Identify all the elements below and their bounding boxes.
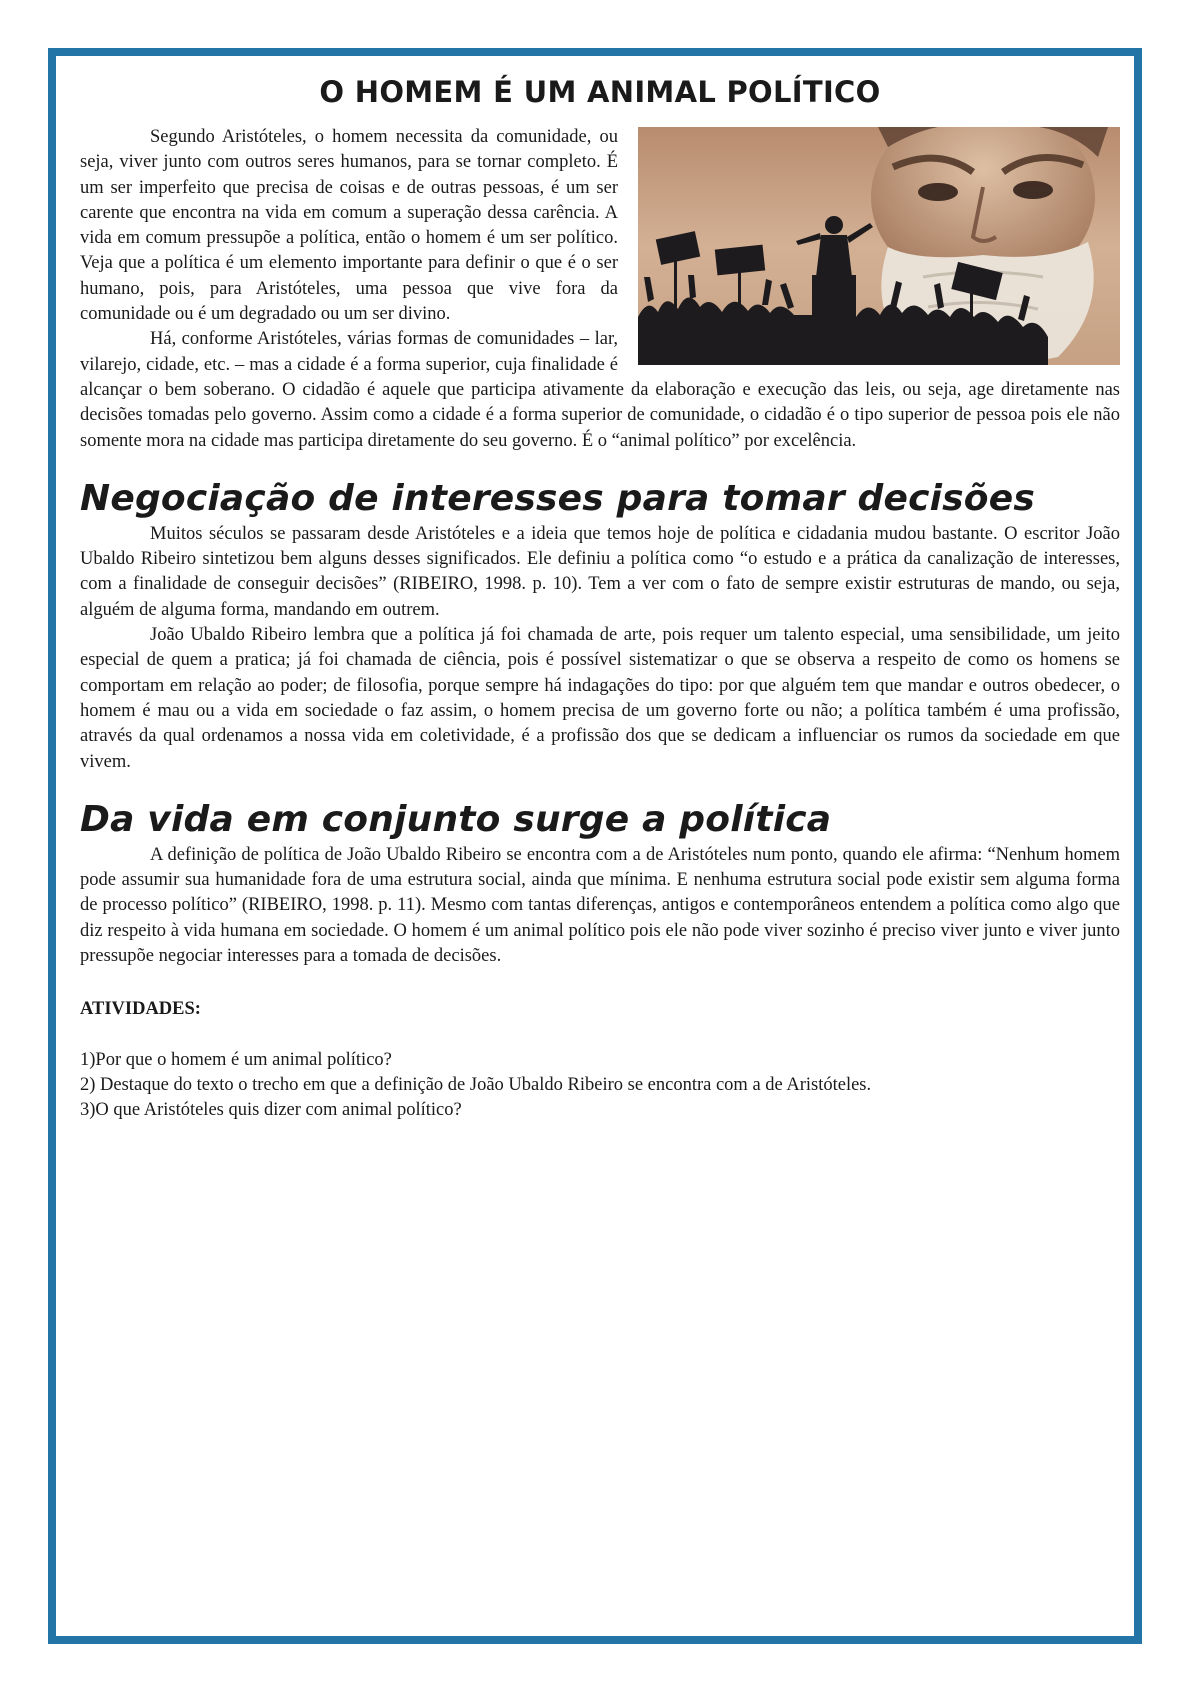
intro-section xyxy=(80,125,1120,454)
page-title: O HOMEM É UM ANIMAL POLÍTICO xyxy=(319,75,881,109)
section1-paragraph-2: João Ubaldo Ribeiro lembra que a política já foi chamada de arte, pois requer um talento especial, uma sensibilidade, um jeito especial de quem a pratica; já foi chamada de ciência, pois é possível sistematizar o que se observa a respeito de como os homens se comportam em relação ao poder; de filosofia, porque sempre há indagações do tipo: por que alguém tem que mandar e outros obedecer, o homem é mau ou a vida em sociedade o faz assim, o homem precisa de um governo forte ou não; a política também é uma profissão, através da qual ordenamos a nossa vida em coletividade, é a profissão dos que se dedicam a influenciar os rumos da sociedade em que vivem. xyxy=(80,625,1120,772)
intro-paragraph-2: Há, conforme Aristóteles, várias formas de comunidades – lar, vilarejo, cidade, etc. – mas a cidade é a forma superior, cuja finalidade é alcançar o bem soberano. O cidadão é aquele que participa ativamente da elaboração e execução das leis, ou seja, age diretamente nas decisões tomadas pelo governo. Assim como a cidade é a forma superior de comunidade, o cidadão é o tipo superior de pessoa pois ele não somente mora na cidade mas participa diretamente do seu governo. É o “animal político” por excelência. xyxy=(80,329,1120,451)
section2-paragraph-1: A definição de política de João Ubaldo Ribeiro se encontra com a de Aristóteles num ponto, quando ele afirma: “Nenhum homem pode assumir sua humanidade fora de uma estrutura social, ainda que mínima. E nenhuma estrutura social pode existir sem alguma forma de processo político” (RIBEIRO, 1998. p. 11). Mesmo com tantas diferenças, antigos e contemporâneos entendem a política como algo que diz respeito à vida humana em sociedade. O homem é um animal político pois ele não pode viver sozinho é preciso viver junto e viver junto pressupõe negociar interesses para a tomada de decisões. xyxy=(80,844,1120,967)
intro-paragraph-1: Segundo Aristóteles, o homem necessita da comunidade, ou seja, viver junto com outros seres humanos, para se tornar completo. É um ser imperfeito que precisa de coisas e de outras pessoas, é um ser carente que encontra na vida em comum a superação dessa carência. A vida em comum pressupõe a política, então o homem é um ser político. Veja que a política é um elemento importante para definir o que é o ser humano, pois, para Aristóteles, uma pessoa que vive fora da comunidade ou é um degradado ou um ser divino. xyxy=(80,127,618,325)
section1-paragraph-1: Muitos séculos se passaram desde Aristóteles e a ideia que temos hoje de política e cidadania mudou bastante. O escritor João Ubaldo Ribeiro sintetizou bem alguns desses significados. Ele definiu a política como “o estudo e a prática da canalização de interesses, com a finalidade de conseguir decisões” (RIBEIRO, 1998. p. 10). Tem a ver com o fato de sempre existir estruturas de mando, ou seja, alguém de alguma forma, mandando em outrem. xyxy=(80,523,1120,620)
activities-title: ATIVIDADES: xyxy=(80,999,201,1020)
page-border-frame xyxy=(48,48,1142,1644)
activity-question: 3)O que Aristóteles quis dizer com animal político? xyxy=(80,1100,462,1121)
activity-question: 1)Por que o homem é um animal político? xyxy=(80,1049,392,1070)
document-content xyxy=(80,74,1120,1124)
section-heading-collective-life: Da vida em conjunto surge a política xyxy=(80,798,832,840)
section-heading-negotiation: Negociação de interesses para tomar decisões xyxy=(80,477,1035,519)
activities-list xyxy=(80,1048,1120,1124)
activity-question: 2) Destaque do texto o trecho em que a definição de João Ubaldo Ribeiro se encontra com a de Aristóteles. xyxy=(80,1074,872,1095)
aristotle-crowd-illustration xyxy=(638,127,1120,365)
